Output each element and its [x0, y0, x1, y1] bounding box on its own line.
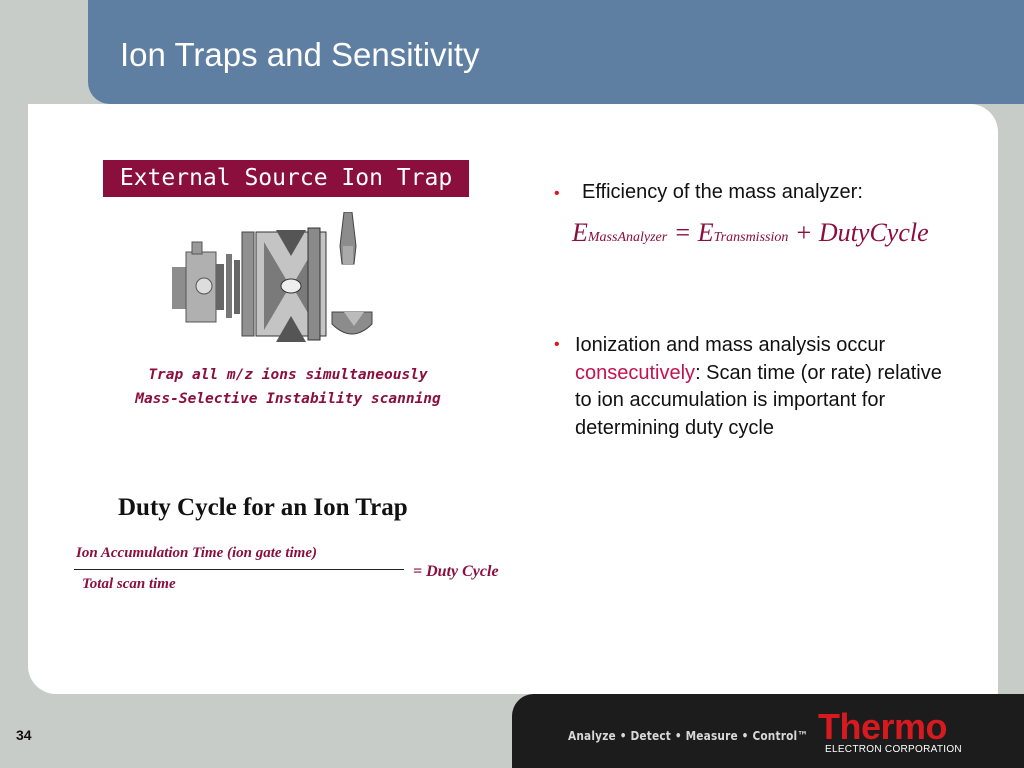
eq-sub2: Transmission [713, 230, 789, 245]
bullet2-highlight: consecutively [575, 361, 696, 384]
thermo-logo: Thermo [818, 706, 948, 747]
eq-e2: E [697, 218, 714, 247]
bullet2-text-after: : Scan time (or rate) relative to ion accumulation is important for determining duty cycle [575, 361, 942, 439]
duty-cycle-title: Duty Cycle for an Ion Trap [118, 494, 408, 521]
eq-plus-dutycycle: + DutyCycle [788, 218, 929, 247]
fraction-line [74, 569, 404, 570]
fraction-denominator: Total scan time [82, 576, 176, 592]
bullet-ionization [575, 332, 955, 442]
eq-e1: E [572, 218, 588, 247]
bullet-dot-icon: • [554, 336, 560, 353]
bullet2-text-before: Ionization and mass analysis occur [575, 334, 886, 356]
efficiency-equation [572, 218, 929, 248]
page-number: 34 [16, 727, 32, 743]
external-source-label: External Source Ion Trap [103, 160, 469, 197]
caption-line-1: Trap all m/z ions simultaneously [148, 367, 428, 383]
slide-title: Ion Traps and Sensitivity [120, 36, 480, 73]
eq-equals: = [667, 218, 698, 247]
fraction-result: = Duty Cycle [413, 563, 499, 580]
caption-line-2: Mass-Selective Instability scanning [135, 391, 441, 407]
eq-sub1: MassAnalyzer [587, 230, 668, 245]
ion-trap-diagram [168, 212, 384, 344]
fraction-numerator: Ion Accumulation Time (ion gate time) [76, 545, 317, 561]
bullet-dot-icon: • [554, 185, 560, 202]
footer-tagline: Analyze • Detect • Measure • Control™ [568, 729, 809, 743]
bullet-efficiency: Efficiency of the mass analyzer: [582, 181, 863, 203]
thermo-logo-subtitle: ELECTRON CORPORATION [825, 744, 962, 755]
